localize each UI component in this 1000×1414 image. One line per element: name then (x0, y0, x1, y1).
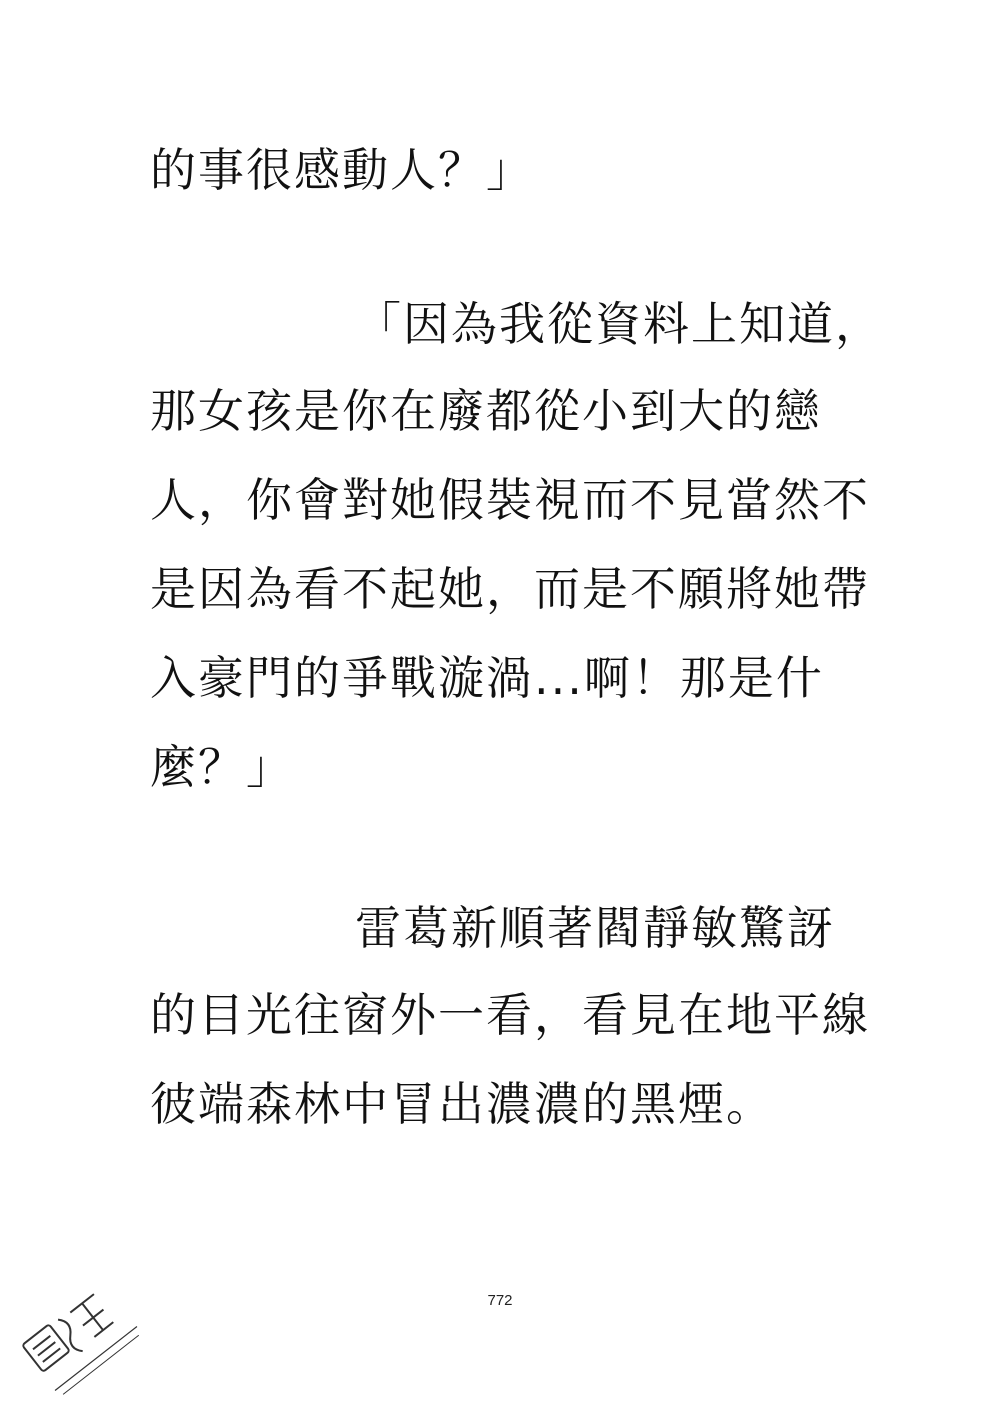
text-line-6: 入豪門的爭戰漩渦...啊！那是什 (150, 651, 824, 705)
text-line-4: 人，你會對她假裝視而不見當然不 (150, 473, 870, 527)
text-line-2: 「因為我從資料上知道， (355, 297, 883, 351)
manben-logo-icon (10, 1268, 150, 1408)
text-line-5: 是因為看不起她，而是不願將她帶 (150, 562, 870, 616)
text-line-1: 的事很感動人？」 (150, 143, 534, 197)
text-line-10: 彼端森林中冒出濃濃的黑煙。 (150, 1077, 774, 1131)
text-line-7: 麼？」 (150, 740, 294, 794)
text-line-3: 那女孩是你在廢都從小到大的戀 (150, 384, 822, 438)
text-line-9: 的目光往窗外一看，看見在地平線 (150, 988, 870, 1042)
page-number: 772 (487, 1292, 513, 1309)
text-line-8: 雷葛新順著閻靜敏驚訝 (355, 901, 835, 955)
